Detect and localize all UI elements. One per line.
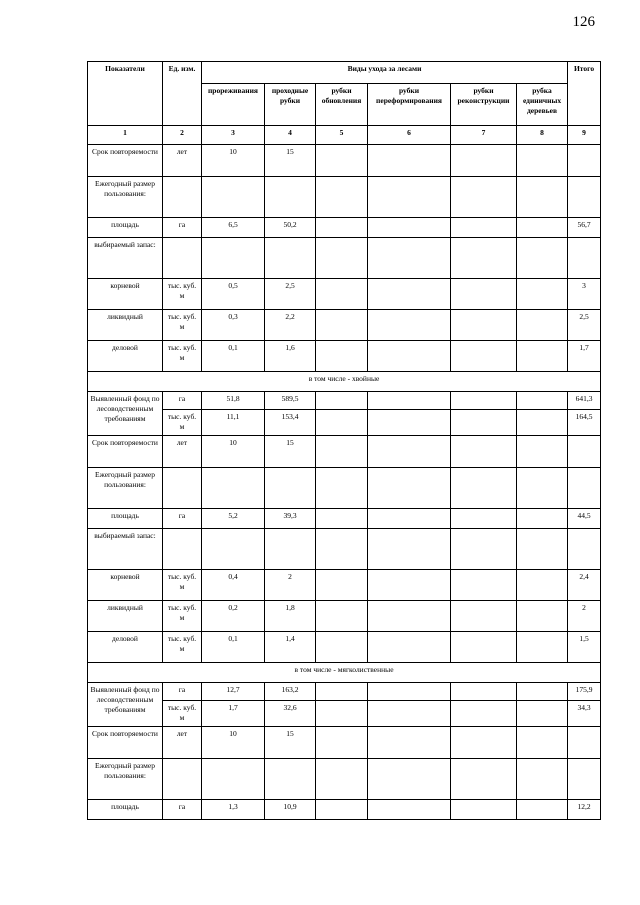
total-value: 12,2: [568, 800, 601, 820]
empty-cell: [368, 279, 451, 310]
row-label: ликвидный: [88, 601, 163, 632]
header-total: Итого: [568, 62, 601, 126]
empty-cell: [517, 509, 568, 529]
table-row: [88, 410, 601, 436]
table-row: [88, 218, 601, 238]
empty-cell: [451, 436, 517, 468]
row-unit: га: [163, 509, 202, 529]
row-unit: тыс. куб. м: [163, 410, 202, 436]
thinning-value: [202, 468, 265, 509]
row-unit: лет: [163, 727, 202, 759]
row-unit: тыс. куб. м: [163, 570, 202, 601]
empty-cell: [316, 529, 368, 570]
empty-cell: [451, 341, 517, 372]
empty-cell: [368, 800, 451, 820]
empty-cell: [517, 436, 568, 468]
total-value: 56,7: [568, 218, 601, 238]
section-header-row: [88, 372, 601, 392]
empty-cell: [368, 392, 451, 410]
row-unit: тыс. куб. м: [163, 601, 202, 632]
row-unit: га: [163, 218, 202, 238]
empty-cell: [368, 570, 451, 601]
table-row: [88, 468, 601, 509]
empty-cell: [368, 238, 451, 279]
col-number: 7: [451, 126, 517, 145]
section-header-row: [88, 663, 601, 683]
empty-cell: [368, 145, 451, 177]
empty-cell: [451, 509, 517, 529]
header-reconstruction-cuts: рубки реконструкции: [451, 84, 517, 126]
table-row: [88, 800, 601, 820]
empty-cell: [517, 177, 568, 218]
empty-cell: [368, 529, 451, 570]
row-label: Срок повторяемости: [88, 145, 163, 177]
empty-cell: [368, 632, 451, 663]
empty-cell: [517, 238, 568, 279]
empty-cell: [316, 279, 368, 310]
empty-cell: [316, 238, 368, 279]
row-label: выбираемый запас:: [88, 529, 163, 570]
header-passing-cuts: проходные рубки: [265, 84, 316, 126]
empty-cell: [517, 570, 568, 601]
header-reformation-cuts: рубки переформирования: [368, 84, 451, 126]
header-thinning: прореживания: [202, 84, 265, 126]
row-label: корневой: [88, 279, 163, 310]
total-value: 1,5: [568, 632, 601, 663]
col-number: 5: [316, 126, 368, 145]
empty-cell: [517, 601, 568, 632]
empty-cell: [316, 177, 368, 218]
header-renewal-cuts: рубки обновления: [316, 84, 368, 126]
empty-cell: [368, 601, 451, 632]
empty-cell: [316, 800, 368, 820]
total-value: 2: [568, 601, 601, 632]
table-row: [88, 145, 601, 177]
row-label: выбираемый запас:: [88, 238, 163, 279]
row-unit: га: [163, 800, 202, 820]
passing-cuts-value: [265, 177, 316, 218]
row-label: корневой: [88, 570, 163, 601]
col-number: 2: [163, 126, 202, 145]
total-value: [568, 436, 601, 468]
table-row: [88, 436, 601, 468]
empty-cell: [316, 701, 368, 727]
empty-cell: [517, 279, 568, 310]
row-label: ликвидный: [88, 310, 163, 341]
row-unit: [163, 177, 202, 218]
thinning-value: 10: [202, 436, 265, 468]
thinning-value: 5,2: [202, 509, 265, 529]
passing-cuts-value: [265, 238, 316, 279]
total-value: 34,3: [568, 701, 601, 727]
empty-cell: [451, 632, 517, 663]
empty-cell: [368, 759, 451, 800]
total-value: 175,9: [568, 683, 601, 701]
empty-cell: [451, 468, 517, 509]
passing-cuts-value: 50,2: [265, 218, 316, 238]
empty-cell: [316, 436, 368, 468]
thinning-value: 0,3: [202, 310, 265, 341]
thinning-value: [202, 759, 265, 800]
table-row: [88, 632, 601, 663]
row-unit: тыс. куб. м: [163, 310, 202, 341]
col-number: 4: [265, 126, 316, 145]
empty-cell: [451, 410, 517, 436]
row-label: Ежегодный размер пользования:: [88, 177, 163, 218]
row-label: Выявленный фонд по лесоводственным требованиям: [88, 683, 163, 727]
empty-cell: [368, 410, 451, 436]
table-row: [88, 310, 601, 341]
empty-cell: [517, 759, 568, 800]
empty-cell: [316, 341, 368, 372]
empty-cell: [316, 410, 368, 436]
passing-cuts-value: 2,5: [265, 279, 316, 310]
thinning-value: 12,7: [202, 683, 265, 701]
section-title: в том числе - мягколиственные: [88, 663, 601, 683]
empty-cell: [316, 310, 368, 341]
empty-cell: [517, 218, 568, 238]
table-row: [88, 759, 601, 800]
thinning-value: 0,1: [202, 341, 265, 372]
forest-care-table: [87, 61, 601, 820]
empty-cell: [316, 570, 368, 601]
empty-cell: [451, 310, 517, 341]
thinning-value: 1,3: [202, 800, 265, 820]
table-row: [88, 570, 601, 601]
thinning-value: 0,5: [202, 279, 265, 310]
total-value: [568, 529, 601, 570]
empty-cell: [368, 683, 451, 701]
total-value: 164,5: [568, 410, 601, 436]
passing-cuts-value: 15: [265, 436, 316, 468]
passing-cuts-value: 10,9: [265, 800, 316, 820]
table-row: [88, 238, 601, 279]
passing-cuts-value: [265, 759, 316, 800]
total-value: [568, 238, 601, 279]
empty-cell: [316, 632, 368, 663]
empty-cell: [451, 601, 517, 632]
row-unit: тыс. куб. м: [163, 341, 202, 372]
table-row: [88, 177, 601, 218]
empty-cell: [316, 727, 368, 759]
table-row: [88, 701, 601, 727]
passing-cuts-value: [265, 468, 316, 509]
empty-cell: [451, 145, 517, 177]
empty-cell: [517, 800, 568, 820]
table-row: [88, 727, 601, 759]
table-row: [88, 509, 601, 529]
empty-cell: [368, 468, 451, 509]
row-unit: лет: [163, 145, 202, 177]
total-value: [568, 759, 601, 800]
empty-cell: [316, 601, 368, 632]
table-row: [88, 601, 601, 632]
row-label: площадь: [88, 218, 163, 238]
empty-cell: [517, 632, 568, 663]
empty-cell: [316, 392, 368, 410]
empty-cell: [368, 218, 451, 238]
thinning-value: [202, 177, 265, 218]
empty-cell: [517, 410, 568, 436]
table-row: [88, 279, 601, 310]
row-unit: тыс. куб. м: [163, 632, 202, 663]
total-value: 44,5: [568, 509, 601, 529]
row-unit: га: [163, 392, 202, 410]
thinning-value: 10: [202, 145, 265, 177]
row-label: деловой: [88, 632, 163, 663]
empty-cell: [451, 701, 517, 727]
total-value: [568, 145, 601, 177]
row-unit: [163, 238, 202, 279]
empty-cell: [517, 392, 568, 410]
header-care-types: Виды ухода за лесами: [202, 62, 568, 84]
passing-cuts-value: 589,5: [265, 392, 316, 410]
passing-cuts-value: 15: [265, 145, 316, 177]
row-label: Ежегодный размер пользования:: [88, 759, 163, 800]
col-number: 1: [88, 126, 163, 145]
passing-cuts-value: 1,6: [265, 341, 316, 372]
passing-cuts-value: 2: [265, 570, 316, 601]
total-value: 641,3: [568, 392, 601, 410]
empty-cell: [517, 683, 568, 701]
empty-cell: [451, 727, 517, 759]
total-value: 2,4: [568, 570, 601, 601]
col-number: 6: [368, 126, 451, 145]
thinning-value: [202, 238, 265, 279]
empty-cell: [451, 238, 517, 279]
total-value: [568, 727, 601, 759]
total-value: 2,5: [568, 310, 601, 341]
empty-cell: [368, 341, 451, 372]
empty-cell: [517, 701, 568, 727]
thinning-value: 11,1: [202, 410, 265, 436]
row-label: деловой: [88, 341, 163, 372]
thinning-value: 0,1: [202, 632, 265, 663]
empty-cell: [451, 570, 517, 601]
empty-cell: [368, 727, 451, 759]
empty-cell: [517, 468, 568, 509]
table-row: [88, 392, 601, 410]
table-row: [88, 683, 601, 701]
header-single-tree-cut: рубка единичных деревьев: [517, 84, 568, 126]
empty-cell: [451, 683, 517, 701]
section-title: в том числе - хвойные: [88, 372, 601, 392]
empty-cell: [451, 177, 517, 218]
empty-cell: [368, 310, 451, 341]
total-value: [568, 468, 601, 509]
empty-cell: [368, 436, 451, 468]
empty-cell: [316, 509, 368, 529]
col-number: 9: [568, 126, 601, 145]
row-unit: [163, 529, 202, 570]
thinning-value: 51,8: [202, 392, 265, 410]
row-unit: лет: [163, 436, 202, 468]
col-number: 3: [202, 126, 265, 145]
passing-cuts-value: 1,8: [265, 601, 316, 632]
passing-cuts-value: 2,2: [265, 310, 316, 341]
empty-cell: [368, 701, 451, 727]
empty-cell: [316, 468, 368, 509]
empty-cell: [316, 759, 368, 800]
row-unit: тыс. куб. м: [163, 279, 202, 310]
empty-cell: [368, 177, 451, 218]
row-unit: га: [163, 683, 202, 701]
thinning-value: 0,2: [202, 601, 265, 632]
total-value: 1,7: [568, 341, 601, 372]
thinning-value: 10: [202, 727, 265, 759]
row-label: Срок повторяемости: [88, 436, 163, 468]
row-label: Ежегодный размер пользования:: [88, 468, 163, 509]
empty-cell: [316, 145, 368, 177]
empty-cell: [451, 279, 517, 310]
empty-cell: [517, 727, 568, 759]
col-number: 8: [517, 126, 568, 145]
passing-cuts-value: 153,4: [265, 410, 316, 436]
row-unit: тыс. куб. м: [163, 701, 202, 727]
page-number: 126: [572, 14, 595, 30]
row-unit: [163, 759, 202, 800]
passing-cuts-value: 39,3: [265, 509, 316, 529]
empty-cell: [451, 529, 517, 570]
thinning-value: 1,7: [202, 701, 265, 727]
thinning-value: 6,5: [202, 218, 265, 238]
header-indicators: Показатели: [88, 62, 163, 126]
empty-cell: [451, 759, 517, 800]
empty-cell: [517, 145, 568, 177]
total-value: 3: [568, 279, 601, 310]
empty-cell: [316, 218, 368, 238]
passing-cuts-value: 15: [265, 727, 316, 759]
thinning-value: [202, 529, 265, 570]
table-row: [88, 341, 601, 372]
row-label: Срок повторяемости: [88, 727, 163, 759]
header-unit: Ед. изм.: [163, 62, 202, 126]
empty-cell: [517, 341, 568, 372]
empty-cell: [451, 800, 517, 820]
row-unit: [163, 468, 202, 509]
empty-cell: [316, 683, 368, 701]
empty-cell: [517, 529, 568, 570]
empty-cell: [368, 509, 451, 529]
passing-cuts-value: [265, 529, 316, 570]
passing-cuts-value: 1,4: [265, 632, 316, 663]
table-row: [88, 529, 601, 570]
empty-cell: [451, 392, 517, 410]
total-value: [568, 177, 601, 218]
row-label: площадь: [88, 509, 163, 529]
passing-cuts-value: 163,2: [265, 683, 316, 701]
passing-cuts-value: 32,6: [265, 701, 316, 727]
row-label: Выявленный фонд по лесоводственным требованиям: [88, 392, 163, 436]
row-label: площадь: [88, 800, 163, 820]
thinning-value: 0,4: [202, 570, 265, 601]
empty-cell: [517, 310, 568, 341]
empty-cell: [451, 218, 517, 238]
